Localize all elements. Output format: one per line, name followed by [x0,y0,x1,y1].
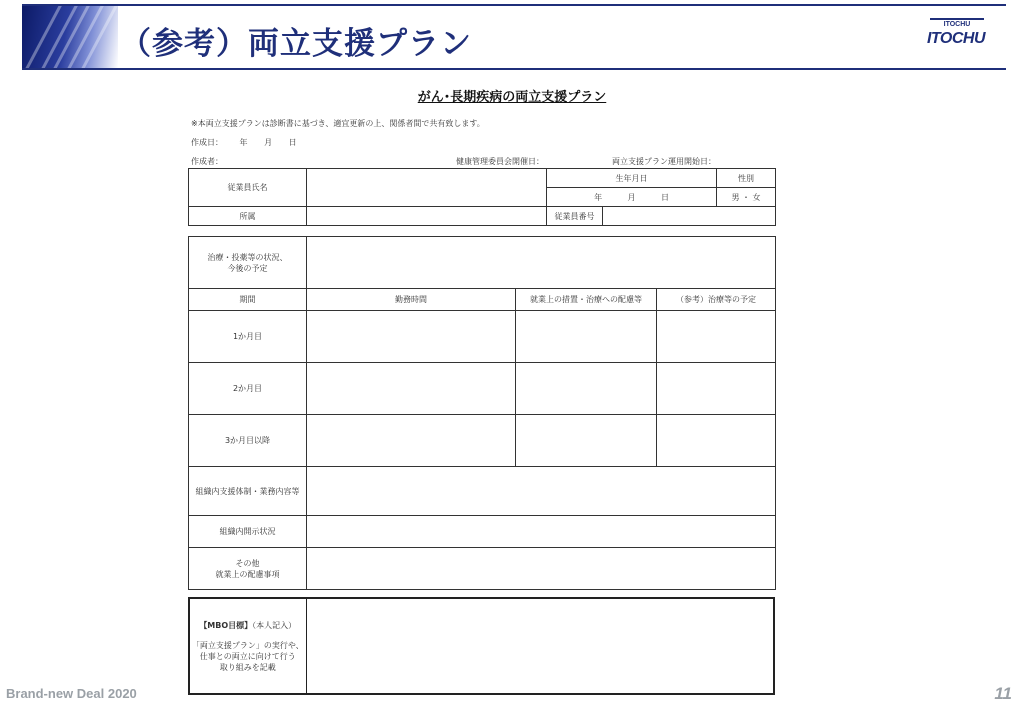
measures-cell[interactable] [516,311,657,363]
other-considerations-label: その他 就業上の配慮事項 [189,548,307,590]
created-year: 年 [239,138,248,147]
disclosure-status-field[interactable] [307,516,776,548]
schedule-cell[interactable] [657,311,776,363]
department-label: 所属 [189,207,307,226]
created-date-line [191,137,311,148]
employee-number-field[interactable] [603,207,776,226]
mbo-goal-table [188,597,775,695]
disclosure-status-label: 組織内開示状況 [189,516,307,548]
schedule-cell[interactable] [657,363,776,415]
work-hours-cell[interactable] [307,311,516,363]
measures-cell[interactable] [516,415,657,467]
slide-title: （参考）両立支援プラン [120,26,472,62]
logo-main-text: ITOCHU [926,30,986,47]
header-decoration [22,6,118,68]
measures-header: 就業上の措置・治療への配慮等 [516,289,657,311]
work-hours-cell[interactable] [307,363,516,415]
treatment-status-field[interactable] [307,237,776,289]
department-field[interactable] [307,207,547,226]
treatment-schedule-header: （参考）治療等の予定 [657,289,776,311]
work-hours-cell[interactable] [307,415,516,467]
page-number: 11 [994,684,1012,703]
period-header: 期間 [189,289,307,311]
footer-brand: Brand-new Deal 2020 [6,686,137,701]
logo-top-text: ITOCHU [930,18,984,29]
author-label: 作成者： [191,157,223,166]
schedule-cell[interactable] [657,415,776,467]
mbo-goal-label: 【MBO目標】（本人記入） 「両立支援プラン」の実行や、 仕事との両立に向けて行う 取り組みを記載 [189,598,306,694]
work-hours-header: 勤務時間 [307,289,516,311]
period-row-label: 1か月目 [189,311,307,363]
employee-info-table [188,168,776,226]
gender-label: 性別 [717,169,776,188]
measures-cell[interactable] [516,363,657,415]
support-structure-field[interactable] [307,467,776,516]
period-row-label: 2か月目 [189,363,307,415]
created-label: 作成日： [191,138,223,147]
slide-header [22,4,1006,70]
birth-month: 月 [627,192,636,202]
employee-name-label: 従業員氏名 [189,169,307,207]
employee-name-field[interactable] [307,169,547,207]
start-date-label: 両立支援プラン運用開始日： [612,157,716,166]
gender-field[interactable]: 男 ・ 女 [717,188,776,207]
support-plan-table [188,236,776,590]
support-structure-label: 組織内支援体制・業務内容等 [189,467,307,516]
treatment-status-label: 治療・投薬等の状況、 今後の予定 [189,237,307,289]
birthdate-field[interactable] [547,188,717,207]
period-row-label: 3か月目以降 [189,415,307,467]
created-month: 月 [264,138,273,147]
other-considerations-field[interactable] [307,548,776,590]
created-day: 日 [288,138,297,147]
plan-note: ※本両立支援プランは診断書に基づき、適宜更新の上、関係者間で共有致します。 [191,119,485,128]
mbo-goal-field[interactable] [306,598,774,694]
birthdate-label: 生年月日 [547,169,717,188]
document-title: がん･長期疾病の両立支援プラン [417,90,607,105]
employee-number-label: 従業員番号 [547,207,603,226]
birth-year: 年 [594,192,603,202]
committee-date-label: 健康管理委員会開催日： [456,157,544,166]
itochu-logo [924,16,988,60]
birth-day: 日 [660,192,669,202]
